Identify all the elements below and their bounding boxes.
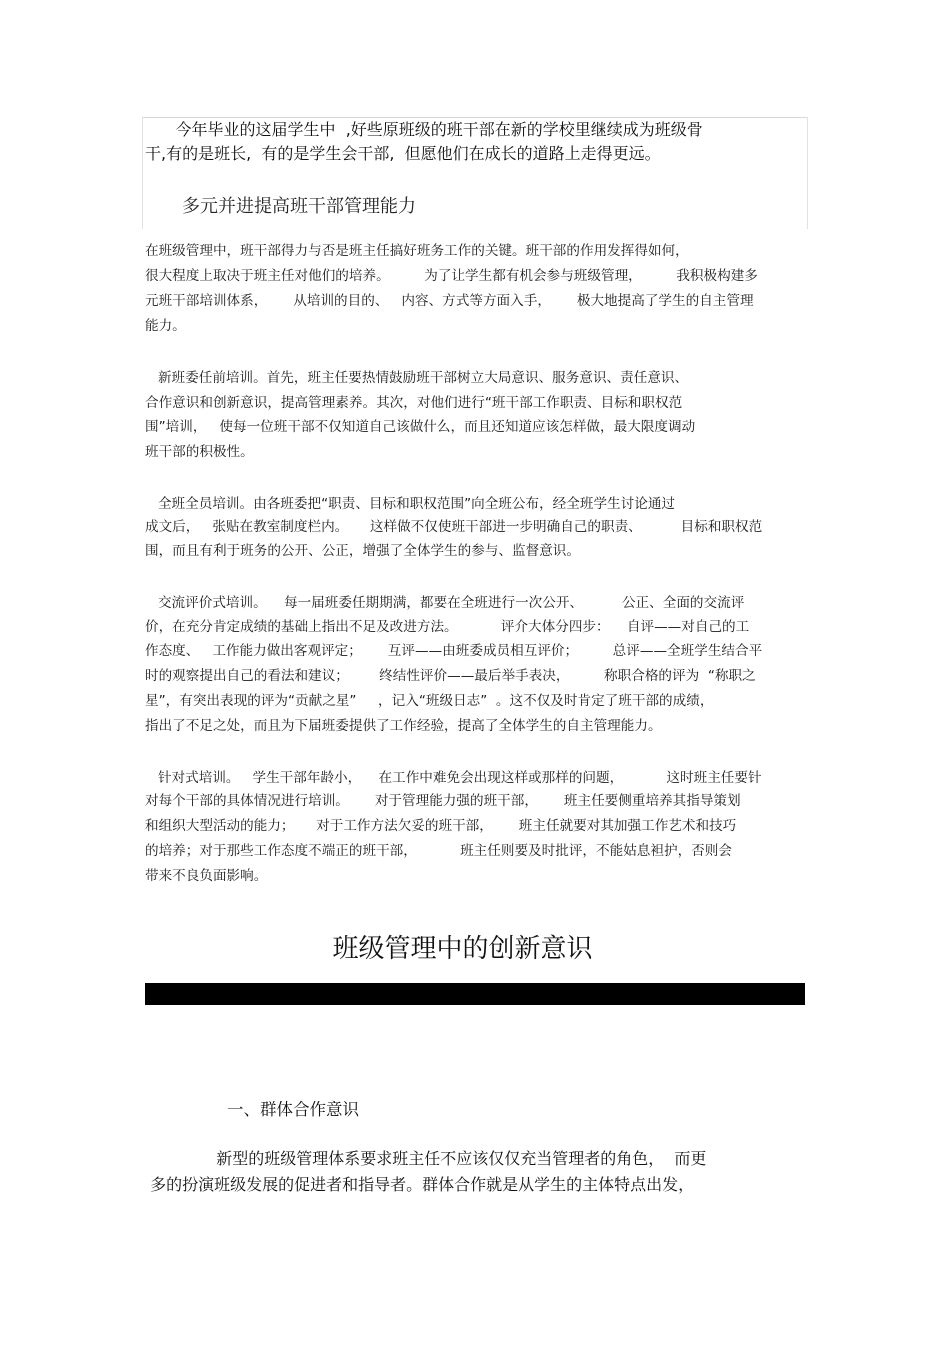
- paragraph-line: 星”，有突出表现的评为“贡献之星” ，记入“班级日志” 。这不仅及时肯定了班干部的成绩，: [145, 693, 714, 709]
- title-divider-bar: [145, 983, 805, 1005]
- paragraph-line: 针对式培训。 学生干部年龄小， 在工作中难免会出现这样或那样的问题， 这时班主任要针: [145, 770, 762, 786]
- paragraph-line: 班干部的积极性。: [145, 444, 254, 460]
- paragraph-line: 在班级管理中，班干部得力与否是班主任搞好班务工作的关键。班干部的作用发挥得如何，: [145, 243, 689, 259]
- paragraph-line: 交流评价式培训。 每一届班委任期期满，都要在全班进行一次公开、 公正、全面的交流评: [145, 595, 745, 611]
- paragraph-line: 和组织大型活动的能力； 对于工作方法欠妥的班干部， 班主任就要对其加强工作艺术和技巧: [145, 818, 737, 834]
- paragraph-line: 时的观察提出自己的看法和建议； 终结性评价——最后举手表决， 称职合格的评为 “称职之: [145, 668, 756, 684]
- paragraph-line: 新班委任前培训。首先，班主任要热情鼓励班干部树立大局意识、服务意识、责任意识、: [145, 370, 689, 386]
- paragraph-line: 的培养；对于那些工作态度不端正的班干部， 班主任则要及时批评，不能姑息袒护，否则会: [145, 843, 732, 859]
- paragraph-line: 成文后， 张贴在教室制度栏内。 这样做不仅使班干部进一步明确自己的职责、 目标和职权范: [145, 519, 763, 535]
- paragraph-line: 带来不良负面影响。: [145, 868, 268, 884]
- section-heading: 多元并进提高班干部管理能力: [182, 196, 416, 217]
- article-title: 班级管理中的创新意识: [332, 934, 593, 964]
- paragraph-line: 很大程度上取决于班主任对他们的培养。 为了让学生都有机会参与班级管理， 我积极构建多: [145, 268, 758, 284]
- paragraph-line: 对每个干部的具体情况进行培训。 对于管理能力强的班干部， 班主任要侧重培养其指导策划: [145, 793, 741, 809]
- subsection-line: 多的扮演班级发展的促进者和指导者。群体合作就是从学生的主体特点出发，: [145, 1175, 695, 1194]
- paragraph-line: 指出了不足之处，而且为下届班委提供了工作经验，提高了全体学生的自主管理能力。: [145, 718, 662, 734]
- paragraph-line: 合作意识和创新意识，提高管理素养。其次，对他们进行“班干部工作职责、目标和职权范: [145, 395, 683, 411]
- intro-line: 干,有的是班长, 有的是学生会干部, 但愿他们在成长的道路上走得更远。: [145, 144, 661, 163]
- intro-line: 今年毕业的这届学生中 ,好些原班级的班干部在新的学校里继续成为班级骨: [145, 120, 703, 139]
- paragraph-line: 能力。: [145, 318, 186, 334]
- paragraph-line: 元班干部培训体系， 从培训的目的、 内容、方式等方面入手， 极大地提高了学生的自主管理: [145, 293, 754, 309]
- paragraph-line: 围”培训， 使每一位班干部不仅知道自己该做什么，而且还知道应该怎样做，最大限度调动: [145, 419, 696, 435]
- paragraph-line: 作态度、 工作能力做出客观评定； 互评——由班委成员相互评价； 总评——全班学生结合平: [145, 643, 763, 659]
- paragraph-line: 全班全员培训。由各班委把“职责、目标和职权范围”向全班公布，经全班学生讨论通过: [145, 496, 676, 512]
- paragraph-line: 围，而且有利于班务的公开、公正，增强了全体学生的参与、监督意识。: [145, 543, 580, 559]
- subsection-line: 新型的班级管理体系要求班主任不应该仅仅充当管理者的角色， 而更: [145, 1149, 707, 1168]
- subsection-heading: 一、群体合作意识: [227, 1100, 359, 1119]
- paragraph-line: 价，在充分肯定成绩的基础上指出不足及改进方法。 评介大体分四步： 自评——对自己的工: [145, 619, 750, 635]
